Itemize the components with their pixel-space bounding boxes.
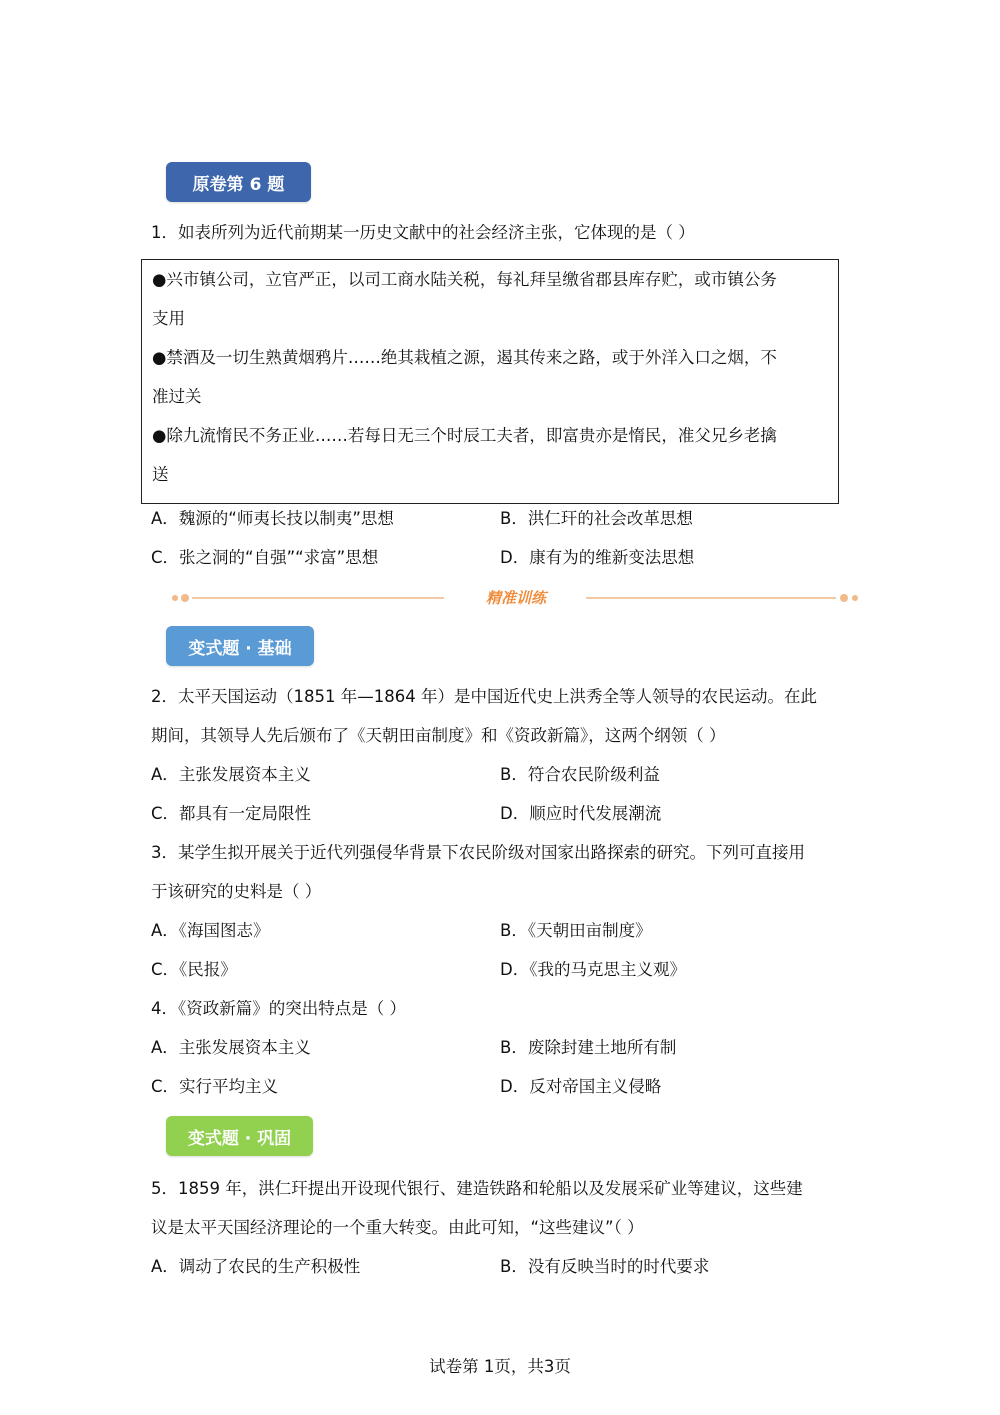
quote-line: ●除九流惰民不务正业……若每日无三个时辰工夫者，即富贵亦是惰民，准父兄乡老擒 [152, 426, 777, 445]
question-2-stem-line: 期间，其领导人先后颁布了《天朝田亩制度》和《资政新篇》，这两个纲领（ ） [151, 726, 726, 745]
quote-line: ●禁酒及一切生熟黄烟鸦片……绝其栽植之源，遏其传来之路，或于外洋入口之烟，不 [152, 348, 777, 367]
q4-option-b[interactable]: B．废除封建土地所有制 [500, 1038, 677, 1057]
question-1-stem: 1．如表所列为近代前期某一历史文献中的社会经济主张，它体现的是（ ） [151, 223, 695, 242]
question-5-stem-line: 5．1859 年，洪仁玕提出开设现代银行、建造铁路和轮船以及发展采矿业等建议，这些建 [151, 1179, 803, 1198]
q1-option-a[interactable]: A．魏源的“师夷长技以制夷”思想 [151, 509, 394, 528]
section-badge-original [166, 162, 311, 202]
q2-option-a[interactable]: A．主张发展资本主义 [151, 765, 311, 784]
badge-label: 原卷第 6 题 [192, 174, 285, 195]
q3-option-b[interactable]: B．《天朝田亩制度》 [500, 921, 652, 940]
q3-option-c[interactable]: C．《民报》 [151, 960, 237, 979]
quote-line: 支用 [152, 309, 185, 328]
divider-dot [840, 594, 848, 602]
divider-rule [586, 597, 836, 599]
divider-label: 精准训练 [485, 589, 546, 607]
q2-option-b[interactable]: B．符合农民阶级利益 [500, 765, 660, 784]
question-3-stem-line: 于该研究的史料是（ ） [151, 882, 322, 901]
q3-option-a[interactable]: A．《海国图志》 [151, 921, 270, 940]
divider-dot [852, 595, 858, 601]
divider-dot [181, 594, 189, 602]
q5-option-b[interactable]: B．没有反映当时的时代要求 [500, 1257, 710, 1276]
badge-label: 变式题 · 基础 [188, 638, 292, 659]
q5-option-a[interactable]: A．调动了农民的生产积极性 [151, 1257, 361, 1276]
page-footer: 试卷第 1页，共3页 [429, 1357, 571, 1376]
q4-option-d[interactable]: D．反对帝国主义侵略 [500, 1077, 662, 1096]
badge-label: 变式题 · 巩固 [187, 1128, 292, 1149]
section-divider [168, 585, 863, 611]
q2-option-c[interactable]: C．都具有一定局限性 [151, 804, 312, 823]
quote-line: ●兴市镇公司，立官严正，以司工商水陆关税，每礼拜呈缴省郡县库存贮，或市镇公务 [152, 270, 777, 289]
quote-line: 送 [152, 465, 169, 484]
q4-option-c[interactable]: C．实行平均主义 [151, 1077, 279, 1096]
q1-option-c[interactable]: C．张之洞的“自强”“求富”思想 [151, 548, 379, 567]
section-badge-consolidate [166, 1116, 313, 1156]
q1-option-b[interactable]: B．洪仁玕的社会改革思想 [500, 509, 693, 528]
q3-option-d[interactable]: D．《我的马克思主义观》 [500, 960, 686, 979]
divider-rule [192, 597, 444, 599]
question-4-stem: 4．《资政新篇》的突出特点是（ ） [151, 999, 406, 1018]
divider-dot [172, 595, 178, 601]
quote-line: 准过关 [152, 387, 202, 406]
quote-box [141, 259, 839, 504]
q2-option-d[interactable]: D．顺应时代发展潮流 [500, 804, 662, 823]
question-3-stem-line: 3．某学生拟开展关于近代列强侵华背景下农民阶级对国家出路探索的研究。下列可直接用 [151, 843, 805, 862]
question-2-stem-line: 2．太平天国运动（1851 年—1864 年）是中国近代史上洪秀全等人领导的农民运动。在此 [151, 687, 817, 706]
q4-option-a[interactable]: A．主张发展资本主义 [151, 1038, 311, 1057]
section-badge-basic [166, 626, 314, 666]
q1-option-d[interactable]: D．康有为的维新变法思想 [500, 548, 695, 567]
question-5-stem-line: 议是太平天国经济理论的一个重大转变。由此可知，“这些建议”（ ） [151, 1218, 644, 1237]
